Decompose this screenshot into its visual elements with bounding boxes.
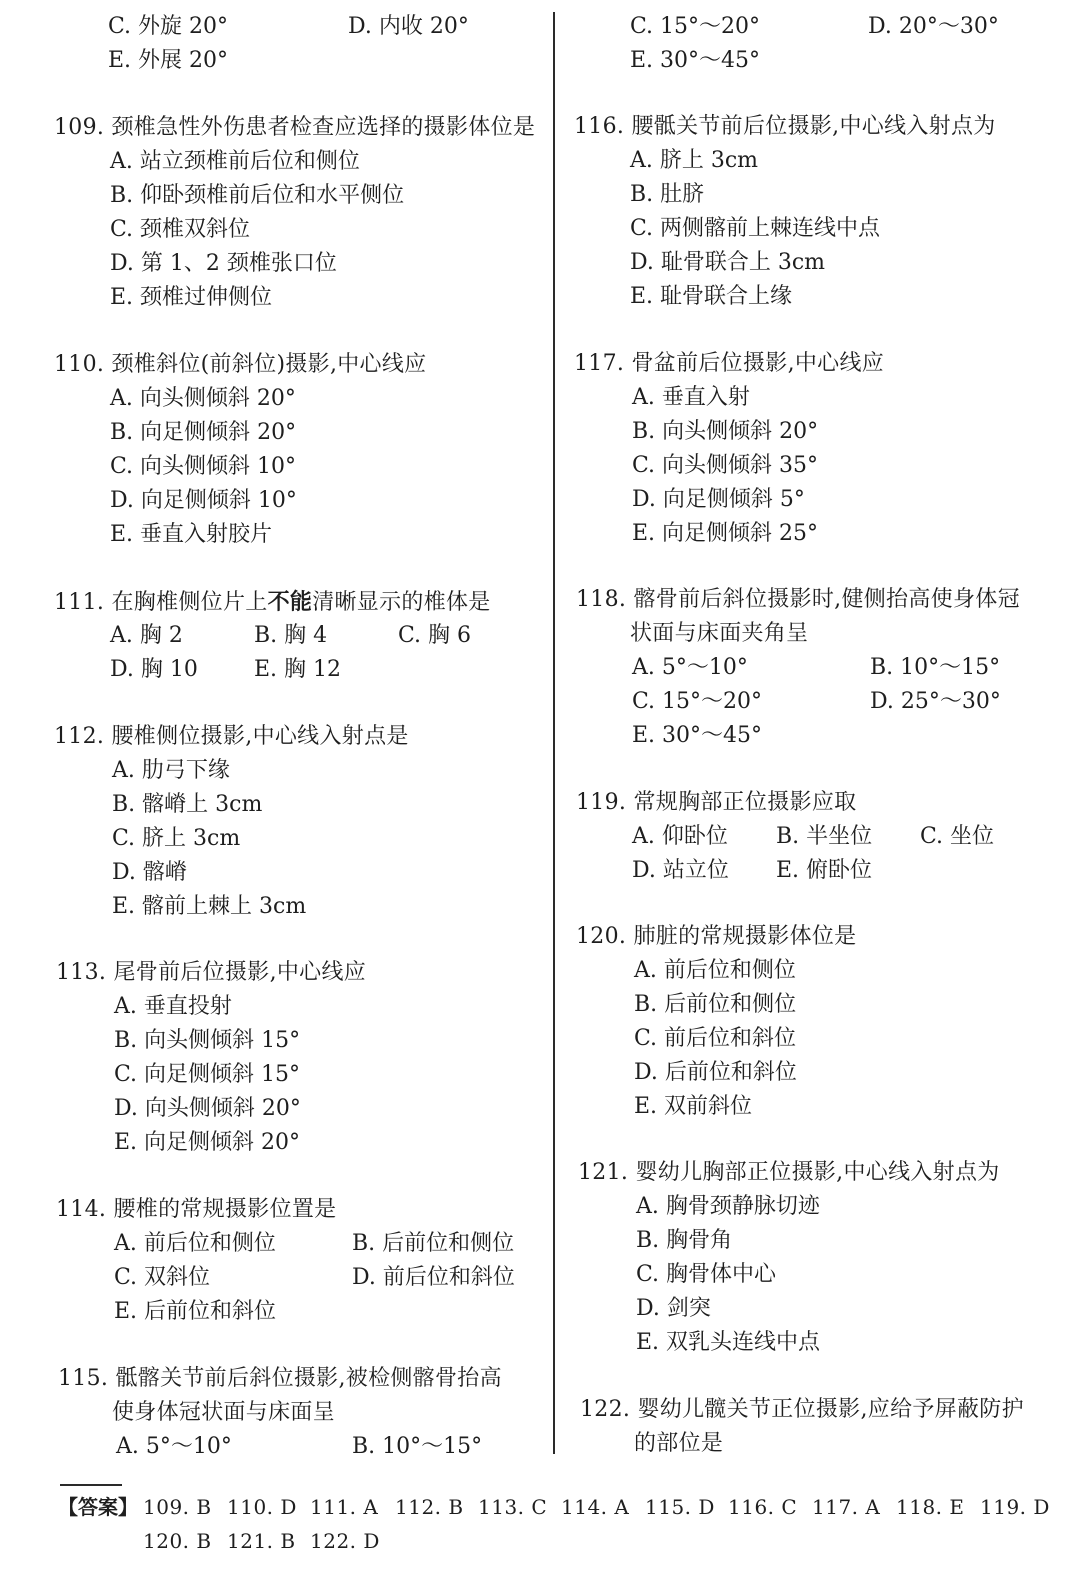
answer-110: 110. D [227,1495,297,1519]
question-114-option-b: B. 后前位和侧位 [352,1231,515,1256]
question-120-stem: 120. 肺脏的常规摄影体位是 [576,924,857,949]
question-112-stem: 112. 腰椎侧位摄影,中心线入射点是 [54,724,409,749]
question-117-option-c: C. 向头侧倾斜 35° [632,453,819,478]
question-116-stem: 116. 腰骶关节前后位摄影,中心线入射点为 [574,114,996,139]
question-116-option-a: A. 脐上 3cm [630,148,759,173]
question-121-option-d: D. 剑突 [636,1296,711,1321]
question-112-option-a: A. 肋弓下缘 [112,758,230,783]
question-111-option-d: D. 胸 10 [110,657,198,682]
question-113-option-a: A. 垂直投射 [114,994,232,1019]
question-111-option-b: B. 胸 4 [254,623,328,648]
emphasis-not: 不能 [267,589,313,615]
answer-116: 116. C [728,1495,798,1519]
question-118-option-c: C. 15°～20° [632,689,763,714]
answer-121: 121. B [227,1529,296,1553]
question-117-option-a: A. 垂直入射 [632,385,750,410]
question-118-stem-line2: 状面与床面夹角呈 [630,621,809,646]
question-111-option-c: C. 胸 6 [398,623,472,648]
question-109-option-e: E. 颈椎过伸侧位 [110,285,273,310]
question-118-option-b: B. 10°～15° [870,655,1001,680]
question-117-option-d: D. 向足侧倾斜 5° [632,487,805,512]
question-122-stem-line2: 的部位是 [634,1431,724,1456]
question-120-option-d: D. 后前位和斜位 [634,1060,797,1085]
question-116-option-c: C. 两侧髂前上棘连线中点 [630,216,881,241]
question-120-option-e: E. 双前斜位 [634,1094,753,1119]
answer-117: 117. A [812,1495,881,1519]
answers-label: 【答案】 [58,1495,138,1519]
question-110-option-e: E. 垂直入射胶片 [110,522,273,547]
question-120-option-b: B. 后前位和侧位 [634,992,797,1017]
question-113-option-c: C. 向足侧倾斜 15° [114,1062,301,1087]
question-118-option-d: D. 25°～30° [870,689,1001,714]
question-114-option-a: A. 前后位和侧位 [114,1231,276,1256]
question-114-option-c: C. 双斜位 [114,1265,211,1290]
question-118-stem-line1: 118. 髂骨前后斜位摄影时,健侧抬高使身体冠 [576,587,1020,612]
answer-120: 120. B [143,1529,212,1553]
footnote-rule [60,1484,122,1486]
question-111-stem: 111. 在胸椎侧位片上不能清晰显示的椎体是 [54,589,491,615]
question-110-option-d: D. 向足侧倾斜 10° [110,488,297,513]
question-113-stem: 113. 尾骨前后位摄影,中心线应 [56,960,367,985]
question-109-stem: 109. 颈椎急性外伤患者检查应选择的摄影体位是 [54,115,536,140]
option-e: E. 外展 20° [108,48,229,73]
question-119-option-a: A. 仰卧位 [632,824,728,849]
answer-118: 118. E [896,1495,965,1519]
question-112-option-c: C. 脐上 3cm [112,826,241,851]
question-116-option-b: B. 肚脐 [630,182,705,207]
question-113-option-d: D. 向头侧倾斜 20° [114,1096,301,1121]
question-117-option-b: B. 向头侧倾斜 20° [632,419,819,444]
question-120-option-c: C. 前后位和斜位 [634,1026,797,1051]
question-118-option-a: A. 5°～10° [632,655,748,680]
question-110-option-b: B. 向足侧倾斜 20° [110,420,297,445]
question-115-stem-line1: 115. 骶髂关节前后斜位摄影,被检侧髂骨抬高 [58,1366,502,1391]
question-115-option-b: B. 10°～15° [352,1434,483,1459]
question-121-option-c: C. 胸骨体中心 [636,1262,777,1287]
question-122-stem-line1: 122. 婴幼儿髋关节正位摄影,应给予屏蔽防护 [580,1397,1024,1422]
question-109-option-b: B. 仰卧颈椎前后位和水平侧位 [110,183,405,208]
question-111-option-a: A. 胸 2 [110,623,183,648]
question-111-option-e: E. 胸 12 [254,657,342,682]
question-119-stem: 119. 常规胸部正位摄影应取 [576,790,857,815]
question-121-stem: 121. 婴幼儿胸部正位摄影,中心线入射点为 [578,1160,1000,1185]
question-118-option-e: E. 30°～45° [632,723,763,748]
question-116-option-e: E. 耻骨联合上缘 [630,284,793,309]
answer-114: 114. A [561,1495,630,1519]
question-119-option-c: C. 坐位 [920,824,995,849]
question-112-option-b: B. 髂嵴上 3cm [112,792,263,817]
question-115-option-d: D. 20°～30° [868,14,999,39]
question-117-option-e: E. 向足侧倾斜 25° [632,521,819,546]
answer-113: 113. C [478,1495,548,1519]
option-c: C. 外旋 20° [108,14,229,39]
answer-115: 115. D [645,1495,715,1519]
question-119-option-b: B. 半坐位 [776,824,873,849]
question-115-option-e: E. 30°～45° [630,48,761,73]
question-109-option-c: C. 颈椎双斜位 [110,217,251,242]
question-110-option-a: A. 向头侧倾斜 20° [110,386,296,411]
question-119-option-e: E. 俯卧位 [776,858,873,883]
question-121-option-a: A. 胸骨颈静脉切迹 [636,1194,820,1219]
question-115-stem-line2: 使身体冠状面与床面呈 [112,1400,336,1425]
question-114-option-e: E. 后前位和斜位 [114,1299,277,1324]
column-divider [553,12,555,1454]
question-113-option-e: E. 向足侧倾斜 20° [114,1130,301,1155]
answer-122: 122. D [310,1529,380,1553]
question-114-stem: 114. 腰椎的常规摄影位置是 [56,1197,337,1222]
answer-109: 109. B [143,1495,212,1519]
question-119-option-d: D. 站立位 [632,858,729,883]
answer-112: 112. B [395,1495,464,1519]
question-115-option-a: A. 5°～10° [116,1434,232,1459]
question-121-option-e: E. 双乳头连线中点 [636,1330,821,1355]
question-112-option-e: E. 髂前上棘上 3cm [112,894,307,919]
option-d: D. 内收 20° [348,14,469,39]
question-113-option-b: B. 向头侧倾斜 15° [114,1028,301,1053]
question-115-option-c: C. 15°～20° [630,14,761,39]
answer-119: 119. D [980,1495,1050,1519]
question-110-stem: 110. 颈椎斜位(前斜位)摄影,中心线应 [54,352,427,377]
answer-111: 111. A [310,1495,379,1519]
question-117-stem: 117. 骨盆前后位摄影,中心线应 [574,351,885,376]
question-120-option-a: A. 前后位和侧位 [634,958,796,983]
question-112-option-d: D. 髂嵴 [112,860,187,885]
question-109-option-a: A. 站立颈椎前后位和侧位 [110,149,360,174]
question-109-option-d: D. 第 1、2 颈椎张口位 [110,251,337,276]
question-116-option-d: D. 耻骨联合上 3cm [630,250,826,275]
question-110-option-c: C. 向头侧倾斜 10° [110,454,297,479]
question-114-option-d: D. 前后位和斜位 [352,1265,515,1290]
question-121-option-b: B. 胸骨角 [636,1228,733,1253]
